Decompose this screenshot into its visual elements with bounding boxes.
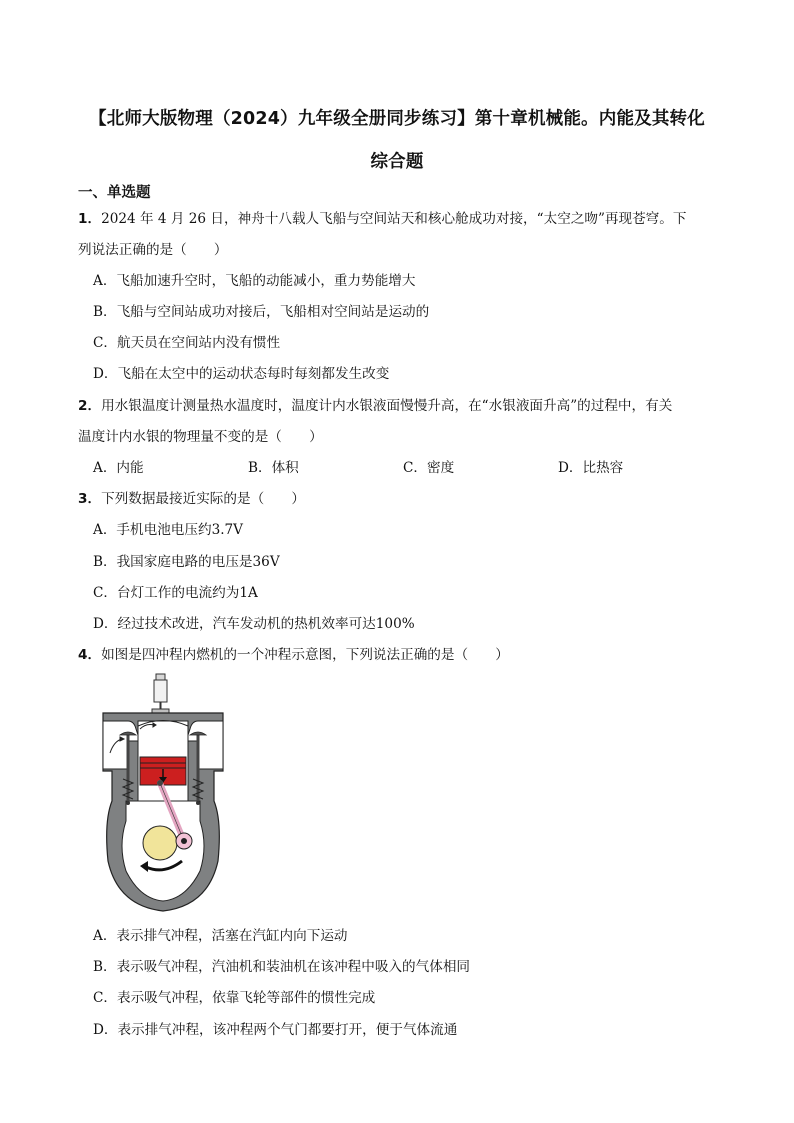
section-heading: 一、单选题 — [78, 185, 151, 201]
option-b[interactable]: B．表示吸气冲程，汽油机和装油机在该冲程中吸入的气体相同 — [93, 959, 471, 975]
option-a[interactable]: A．表示排气冲程，活塞在汽缸内向下运动 — [93, 928, 348, 944]
option-b[interactable]: B．体积 — [248, 460, 299, 476]
spark-plug-icon — [152, 674, 169, 716]
question-number: 3． — [78, 491, 102, 507]
page-title: 【北师大版物理（2024）九年级全册同步练习】第十章机械能。内能及其转化 — [89, 109, 705, 129]
flywheel — [143, 826, 177, 860]
question-text-cont: 列说法正确的是（ ） — [78, 242, 228, 258]
option-c[interactable]: C．密度 — [403, 460, 455, 476]
question-1 — [78, 207, 686, 227]
question-4 — [78, 643, 509, 663]
question-text-cont: 温度计内水银的物理量不变的是（ ） — [78, 429, 323, 445]
question-text: 如图是四冲程内燃机的一个冲程示意图，下列说法正确的是（ ） — [101, 647, 509, 663]
question-2 — [78, 394, 672, 414]
option-c[interactable]: C．台灯工作的电流约为1A — [93, 585, 258, 601]
engine-stroke-diagram — [98, 671, 228, 915]
option-a[interactable]: A．手机电池电压约3.7V — [93, 522, 244, 538]
option-c[interactable]: C．航天员在空间站内没有惯性 — [93, 335, 281, 351]
option-d[interactable]: D．表示排气冲程，该冲程两个气门都要打开，便于气体流通 — [93, 1022, 458, 1038]
option-d[interactable]: D．飞船在太空中的运动状态每时每刻都发生改变 — [93, 366, 390, 382]
question-text: 用水银温度计测量热水温度时，温度计内水银液面慢慢升高，在“水银液面升高”的过程中，有关 — [101, 398, 673, 414]
option-c[interactable]: C．表示吸气冲程，依靠飞轮等部件的惯性完成 — [93, 990, 376, 1006]
option-b[interactable]: B．飞船与空间站成功对接后，飞船相对空间站是运动的 — [93, 304, 430, 320]
option-d[interactable]: D．经过技术改进，汽车发动机的热机效率可达100% — [93, 616, 415, 632]
option-a[interactable]: A．飞船加速升空时，飞船的动能减小，重力势能增大 — [93, 273, 416, 289]
question-text: 下列数据最接近实际的是（ ） — [101, 491, 305, 507]
option-b[interactable]: B．我国家庭电路的电压是36V — [93, 554, 280, 570]
option-a[interactable]: A．内能 — [93, 460, 144, 476]
question-number: 1． — [78, 211, 102, 227]
question-text: 2024 年 4 月 26 日，神舟十八载人飞船与空间站天和核心舱成功对接，“太空之吻”再现苍穹。下 — [101, 211, 687, 227]
question-number: 4． — [78, 647, 102, 663]
question-number: 2． — [78, 398, 102, 414]
option-d[interactable]: D．比热容 — [558, 460, 624, 476]
question-3 — [78, 487, 305, 507]
page-title-line2: 综合题 — [370, 152, 424, 172]
